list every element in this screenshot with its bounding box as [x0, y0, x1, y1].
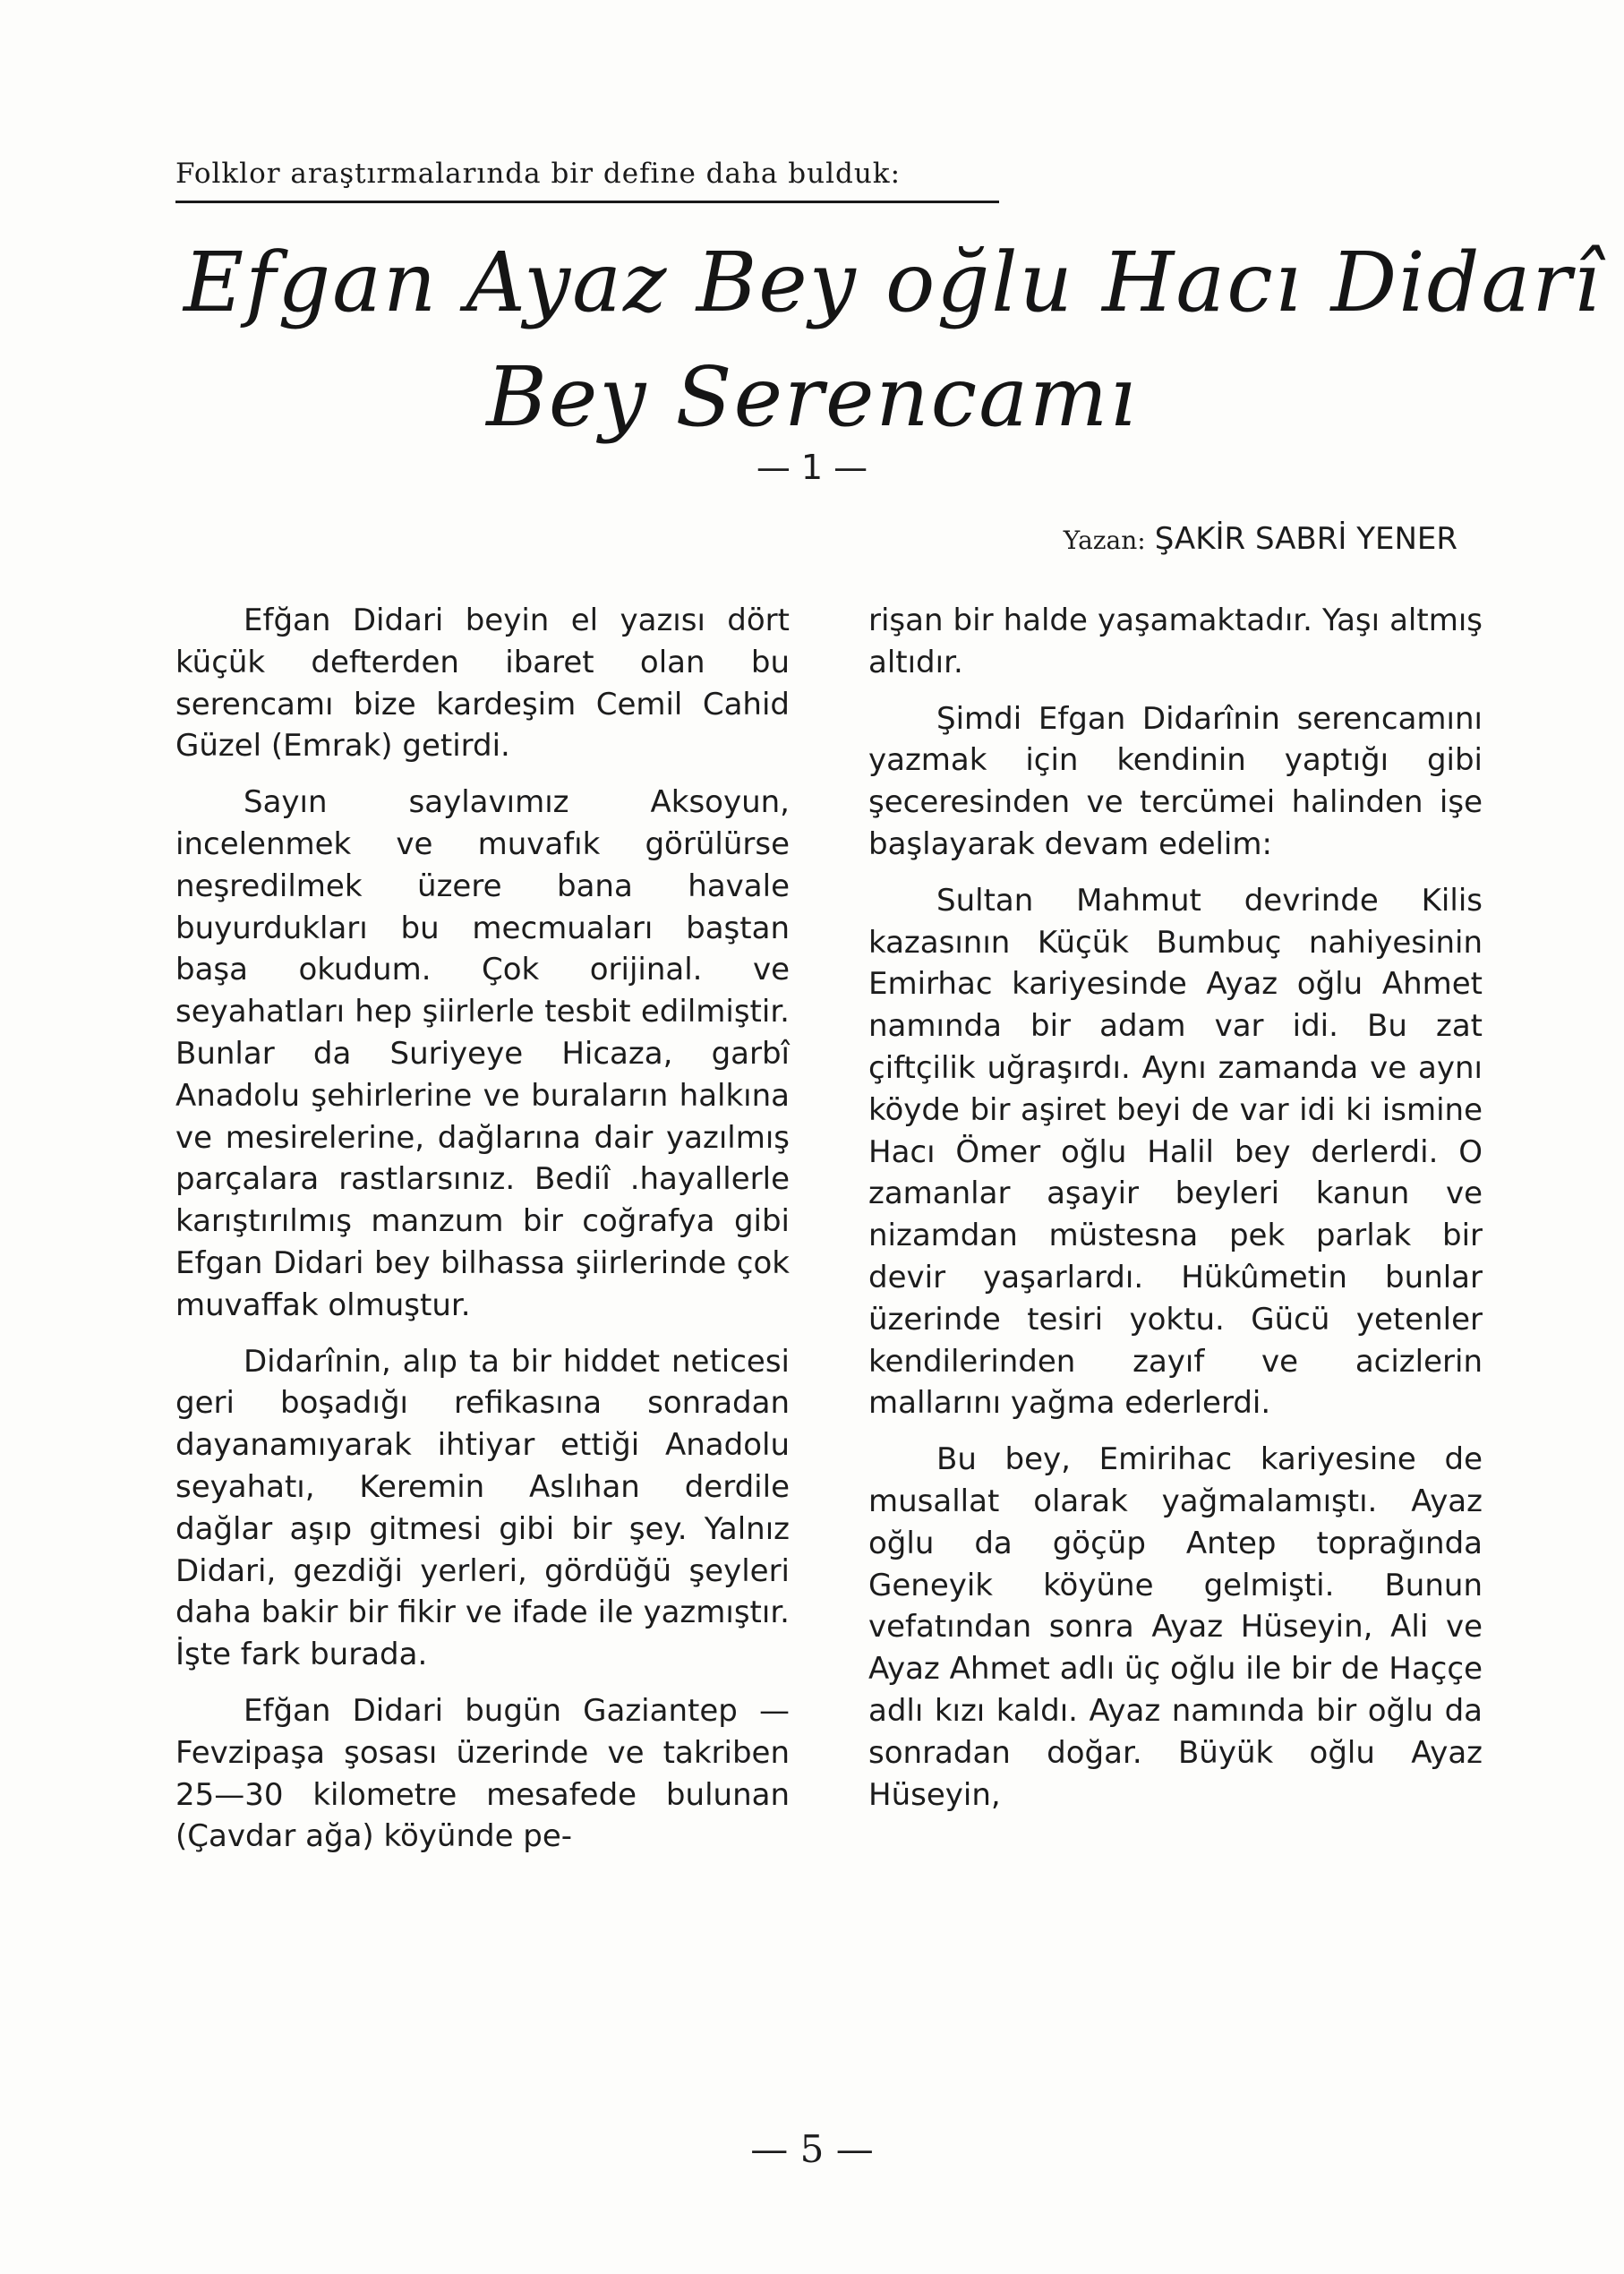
- paragraph-continuation: rişan bir halde yaşamaktadır. Yaşı altmış altıdır.: [868, 603, 1483, 680]
- byline-label: Yazan:: [1063, 526, 1146, 555]
- paragraph: Efğan Didari bugün Gaziantep —Fevzipaşa şosası üzerinde ve takriben 25—30 kilometre mesafede bulunan (Çavdar ağa) köyünde pe-: [175, 1692, 790, 1855]
- article-title-line-1: Efgan Ayaz Bey oğlu Hacı Didarî: [184, 235, 1602, 330]
- article-title-line-2: Bey Serencamı: [486, 349, 1138, 445]
- page-number: — 5 —: [750, 2127, 874, 2171]
- author-name: ŞAKİR SABRİ YENER: [1154, 521, 1457, 557]
- paragraph: Didarînin, alıp ta bir hiddet neticesi geri boşadığı refikasına sonradan dayanamıyarak ihtiyar ettiği Anadolu seyahatı, Keremin Aslıhan derdile dağlar aşıp gitmesi gibi bir şey. Yalnız Didari, gezdiği yerleri, gördüğü şeyleri daha bakir bir fikir ve ifade ile yazmıştır. İşte fark burada.: [175, 1343, 790, 1673]
- paragraph: Sayın saylavımız Aksoyun, incelenmek ve muvafık görülürse neşredilmek üzere bana havale buyurdukları bu mecmuaları baştan başa okudum. Çok orijinal. ve seyahatları hep şiirlerle tesbit edilmiştir. Bunlar da Suriyeye Hicaza, garbî Anadolu şehirlerine ve buraların halkına ve mesirelerine, dağlarına dair yazılmış parçalara rastlarsınız. Bediî .hayallerle karıştırılmış manzum bir coğrafya gibi Efgan Didari bey bilhassa şiirlerinde çok muvaffak olmuştur.: [175, 784, 790, 1323]
- paragraph: Efğan Didari beyin el yazısı dört küçük defterden ibaret olan bu serencamı bize kardeşim Cemil Cahid Güzel (Emrak) getirdi.: [175, 603, 790, 765]
- right-column: [868, 600, 1483, 1816]
- paragraph: Şimdi Efgan Didarînin serencamını yazmak için kendinin yaptığı gibi şeceresinden ve tercümei halinden işe başlayarak devam edelim:: [868, 700, 1483, 862]
- paragraph: Sultan Mahmut devrinde Kilis kazasının Küçük Bumbuç nahiyesinin Emirhac kariyesinde Ayaz oğlu Ahmet namında bir adam var idi. Bu zat çiftçilik uğraşırdı. Aynı zamanda ve aynı köyde bir aşiret beyi de var idi ki ismine Hacı Ömer oğlu Halil bey derlerdi. O zamanlar aşayir beyleri kanun ve nizamdan müstesna pek parlak bir devir yaşarlardı. Hükûmetin bunlar üzerinde tesiri yoktu. Gücü yetenler kendilerinden zayıf ve acizlerin mallarını yağma ederlerdi.: [868, 882, 1483, 1422]
- part-number: — 1 —: [756, 448, 868, 487]
- paragraph: Bu bey, Emirihac kariyesine de musallat olarak yağmalamıştı. Ayaz oğlu da göçüp Antep toprağında Geneyik köyüne gelmişti. Bunun vefatından sonra Ayaz Hüseyin, Ali ve Ayaz Ahmet adlı üç oğlu ile bir de Haççe adlı kızı kaldı. Ayaz namında bir oğlu da sonradan doğar. Büyük oğlu Ayaz Hüseyin,: [868, 1441, 1483, 1813]
- section-kicker: Folklor araştırmalarında bir define daha bulduk:: [175, 158, 902, 190]
- left-column: [175, 600, 790, 1858]
- kicker-underline: [175, 201, 999, 203]
- byline: [1064, 521, 1457, 557]
